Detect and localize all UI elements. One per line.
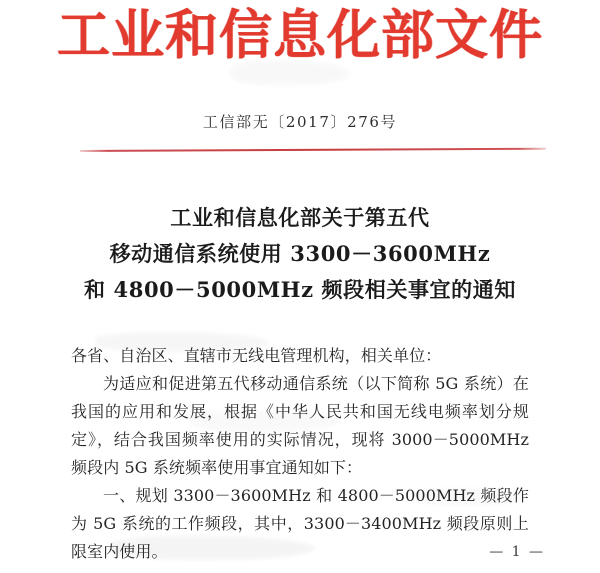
masthead-title: 工业和信息化部文件 <box>57 4 543 66</box>
title-line-1: 工业和信息化部关于第五代 <box>170 205 430 230</box>
title-line-3: 和 4800－5000MHz 频段相关事宜的通知 <box>84 277 516 302</box>
document-body <box>71 342 529 566</box>
document-title <box>0 200 600 308</box>
body-paragraph-item-1: 一、规划 3300－3600MHz 和 4800－5000MHz 频段作为 5G 系统的工作频段，其中，3300－3400MHz 频段原则上限室内使用。 <box>71 486 529 561</box>
body-paragraph-salutation: 各省、自治区、直辖市无线电管理机构，相关单位： <box>71 346 442 365</box>
body-paragraph-preamble: 为适应和促进第五代移动通信系统（以下简称 5G 系统）在我国的应用和发展，根据《中华人民共和国无线电频率划分规定》，结合我国频率使用的实际情况，现将 3000－5000MHz 频段内 5G 系统频率使用事宜通知如下： <box>71 374 529 477</box>
red-separator-rule <box>80 148 546 152</box>
title-line-2: 移动通信系统使用 3300－3600MHz <box>109 241 491 266</box>
document-serial-number: 工信部无〔2017〕276号 <box>202 113 398 131</box>
page-number: — 1 — <box>489 544 545 560</box>
